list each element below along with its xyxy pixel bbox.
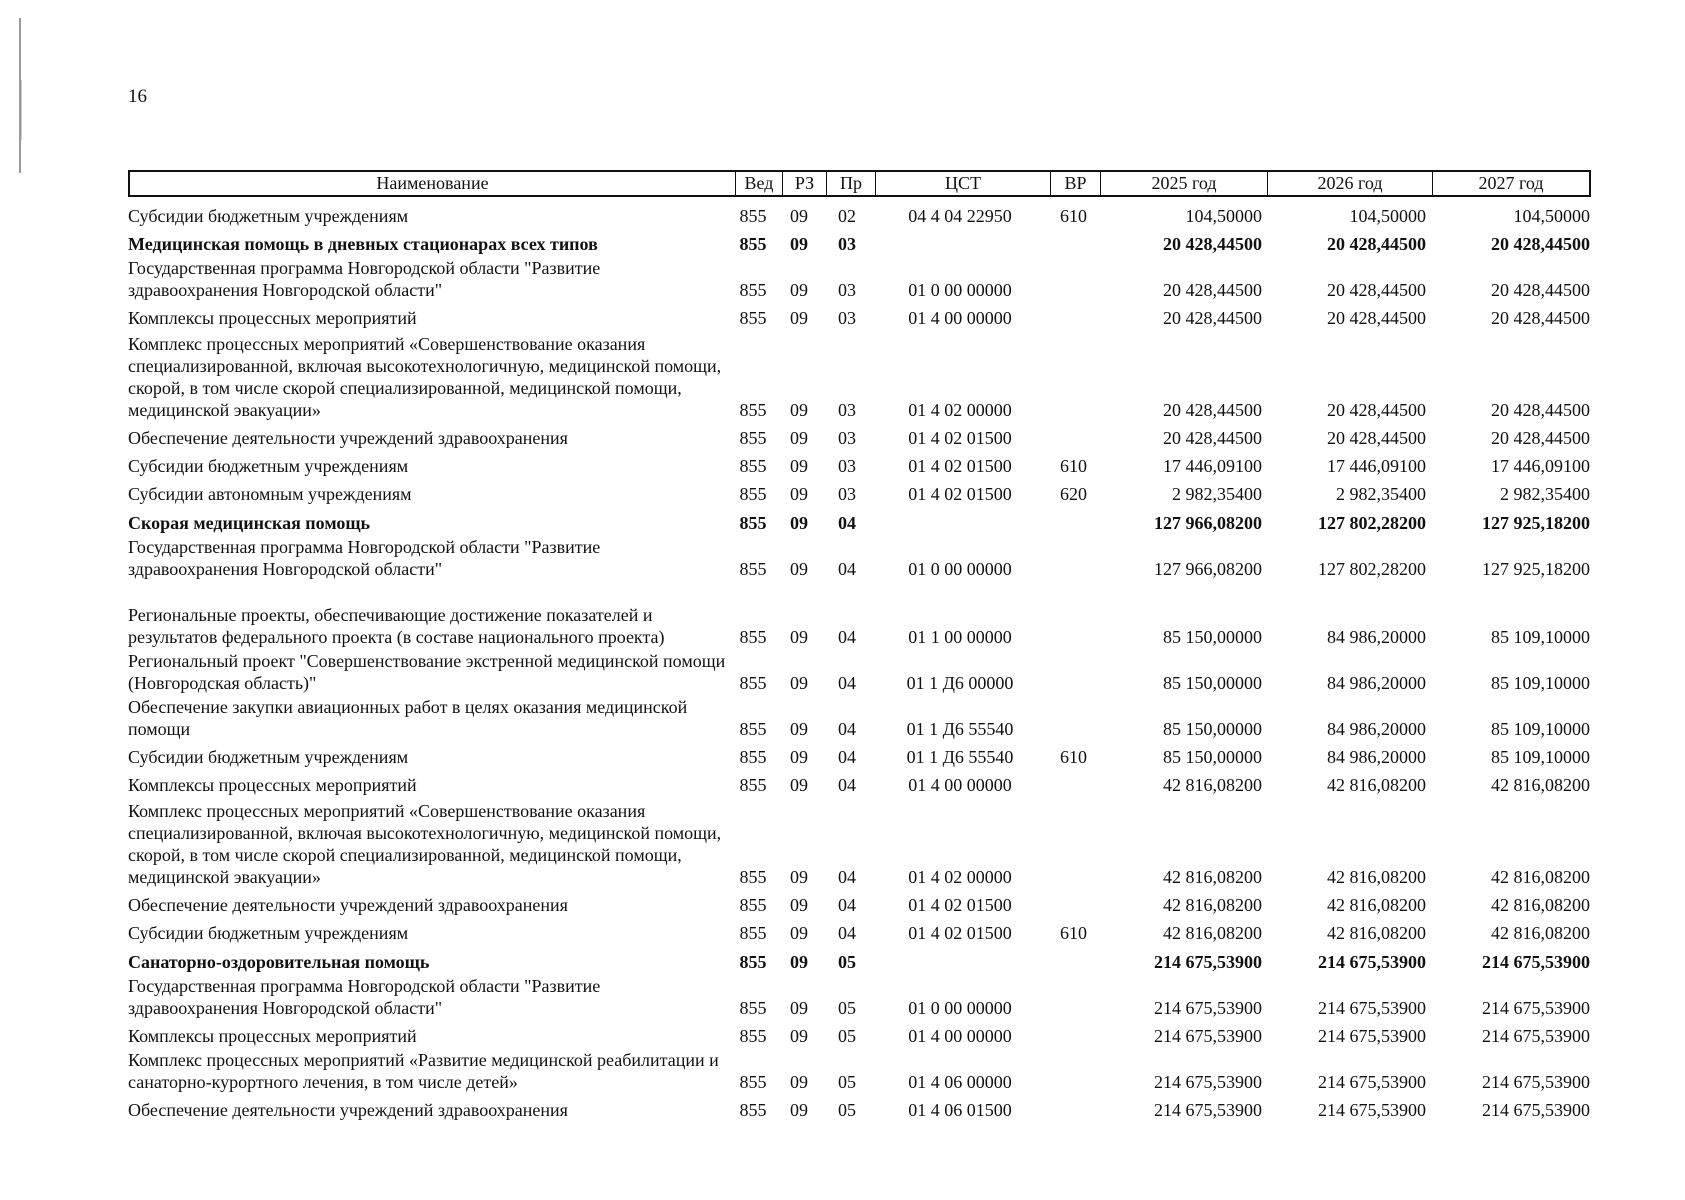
header-2027: 2027 год	[1432, 172, 1589, 195]
cell-y26: 42 816,08200	[1327, 867, 1426, 887]
cell-rz: 09	[790, 206, 808, 226]
cell-rz: 09	[790, 867, 808, 887]
cell-name: Региональные проекты, обеспечивающие достижение показателей и результатов федерального проекта (в составе национального проекта)	[128, 605, 665, 647]
cell-y25: 85 150,00000	[1163, 747, 1262, 767]
cell-y27: 104,50000	[1513, 206, 1590, 226]
cell-y26: 214 675,53900	[1318, 1072, 1426, 1092]
cell-name: Обеспечение закупки авиационных работ в целях оказания медицинской помощи	[128, 697, 688, 739]
cell-y26: 214 675,53900	[1318, 1100, 1426, 1120]
cell-rz: 09	[790, 747, 808, 767]
cell-pr: 03	[838, 280, 856, 300]
cell-rz: 09	[790, 895, 808, 915]
cell-y26: 84 986,20000	[1327, 673, 1426, 693]
cell-y27: 214 675,53900	[1482, 1072, 1590, 1092]
cell-cst: 01 4 00 00000	[908, 775, 1012, 795]
cell-cst: 01 4 02 01500	[908, 484, 1012, 504]
cell-ved: 855	[739, 923, 767, 943]
cell-ved: 855	[739, 559, 767, 579]
cell-y27: 2 982,35400	[1500, 484, 1590, 504]
header-vr: ВР	[1050, 172, 1100, 195]
cell-pr: 04	[838, 673, 856, 693]
cell-y27: 20 428,44500	[1491, 234, 1590, 254]
cell-y25: 85 150,00000	[1163, 673, 1262, 693]
cell-name: Медицинская помощь в дневных стационарах всех типов	[128, 234, 598, 254]
cell-name: Комплексы процессных мероприятий	[128, 775, 417, 795]
cell-vr: 620	[1060, 484, 1087, 504]
cell-cst: 01 1 00 00000	[908, 627, 1012, 647]
cell-name: Субсидии бюджетным учреждениям	[128, 206, 409, 226]
cell-pr: 05	[838, 1072, 856, 1092]
header-cst: ЦСТ	[875, 172, 1050, 195]
cell-y27: 17 446,09100	[1491, 456, 1590, 476]
cell-name: Субсидии автономным учреждениям	[128, 484, 412, 504]
cell-pr: 04	[838, 559, 856, 579]
cell-name: Скорая медицинская помощь	[128, 513, 371, 533]
cell-y27: 20 428,44500	[1491, 400, 1590, 420]
cell-rz: 09	[790, 484, 808, 504]
cell-rz: 09	[790, 673, 808, 693]
cell-rz: 09	[790, 1072, 808, 1092]
cell-y27: 42 816,08200	[1491, 867, 1590, 887]
cell-rz: 09	[790, 1100, 808, 1120]
cell-ved: 855	[739, 428, 767, 448]
cell-ved: 855	[739, 775, 767, 795]
cell-ved: 855	[739, 513, 767, 533]
cell-y26: 17 446,09100	[1327, 456, 1426, 476]
cell-name: Субсидии бюджетным учреждениям	[128, 747, 409, 767]
cell-y25: 20 428,44500	[1163, 280, 1262, 300]
cell-rz: 09	[790, 456, 808, 476]
cell-name: Государственная программа Новгородской области "Развитие здравоохранения Новгородской области"	[128, 537, 601, 579]
cell-y26: 214 675,53900	[1318, 1026, 1426, 1046]
cell-ved: 855	[739, 1026, 767, 1046]
cell-ved: 855	[739, 280, 767, 300]
cell-ved: 855	[739, 400, 767, 420]
cell-pr: 03	[838, 400, 856, 420]
cell-name: Субсидии бюджетным учреждениям	[128, 923, 409, 943]
cell-y26: 20 428,44500	[1327, 234, 1426, 254]
cell-y27: 214 675,53900	[1482, 998, 1590, 1018]
cell-y26: 127 802,28200	[1318, 559, 1426, 579]
page-number: 16	[128, 86, 147, 107]
cell-y25: 42 816,08200	[1163, 895, 1262, 915]
cell-name: Обеспечение деятельности учреждений здравоохранения	[128, 1100, 568, 1120]
cell-pr: 04	[838, 747, 856, 767]
cell-ved: 855	[739, 308, 767, 328]
cell-y25: 104,50000	[1185, 206, 1262, 226]
cell-y25: 214 675,53900	[1154, 998, 1262, 1018]
cell-y25: 20 428,44500	[1163, 234, 1262, 254]
cell-cst: 01 4 00 00000	[908, 1026, 1012, 1046]
cell-name: Региональный проект "Совершенствование экстренной медицинской помощи (Новгородская область)"	[128, 651, 726, 693]
cell-rz: 09	[790, 280, 808, 300]
cell-y26: 42 816,08200	[1327, 923, 1426, 943]
cell-cst: 01 1 Д6 00000	[906, 673, 1014, 693]
cell-name: Обеспечение деятельности учреждений здравоохранения	[128, 428, 568, 448]
cell-name: Комплекс процессных мероприятий «Совершенствование оказания специализированной, включая высокотехнологичную, медицинской помощи, скорой, в том числе скорой специализированной, медицинской помощи, медицинской эвакуации»	[128, 801, 722, 887]
cell-y26: 42 816,08200	[1327, 775, 1426, 795]
cell-y27: 85 109,10000	[1491, 673, 1590, 693]
cell-vr: 610	[1060, 206, 1087, 226]
cell-ved: 855	[739, 673, 767, 693]
cell-ved: 855	[739, 1100, 767, 1120]
cell-vr: 610	[1060, 923, 1087, 943]
cell-cst: 01 4 02 01500	[908, 923, 1012, 943]
cell-vr: 610	[1060, 747, 1087, 767]
header-pr: Пр	[826, 172, 875, 195]
cell-y25: 214 675,53900	[1154, 1026, 1262, 1046]
cell-ved: 855	[739, 867, 767, 887]
cell-pr: 03	[838, 456, 856, 476]
cell-cst: 01 1 Д6 55540	[906, 719, 1014, 739]
cell-ved: 855	[739, 895, 767, 915]
cell-y25: 42 816,08200	[1163, 867, 1262, 887]
cell-y26: 214 675,53900	[1318, 952, 1426, 972]
cell-y25: 127 966,08200	[1154, 513, 1262, 533]
cell-y25: 20 428,44500	[1163, 400, 1262, 420]
cell-rz: 09	[790, 308, 808, 328]
cell-y27: 85 109,10000	[1491, 627, 1590, 647]
cell-cst: 01 4 06 00000	[908, 1072, 1012, 1092]
cell-y26: 2 982,35400	[1336, 484, 1426, 504]
cell-cst: 01 4 02 01500	[908, 428, 1012, 448]
cell-y26: 20 428,44500	[1327, 428, 1426, 448]
cell-y25: 20 428,44500	[1163, 308, 1262, 328]
header-name: Наименование	[376, 173, 489, 193]
cell-ved: 855	[739, 952, 767, 972]
cell-cst: 01 4 02 00000	[908, 400, 1012, 420]
cell-y25: 85 150,00000	[1163, 627, 1262, 647]
cell-y26: 84 986,20000	[1327, 747, 1426, 767]
cell-pr: 03	[838, 234, 856, 254]
cell-name: Субсидии бюджетным учреждениям	[128, 456, 409, 476]
cell-rz: 09	[790, 1026, 808, 1046]
cell-rz: 09	[790, 775, 808, 795]
cell-y27: 42 816,08200	[1491, 895, 1590, 915]
cell-y27: 214 675,53900	[1482, 952, 1590, 972]
cell-y26: 214 675,53900	[1318, 998, 1426, 1018]
cell-cst: 01 4 00 00000	[908, 308, 1012, 328]
header-rz: РЗ	[782, 172, 826, 195]
cell-y26: 127 802,28200	[1318, 513, 1426, 533]
cell-y25: 85 150,00000	[1163, 719, 1262, 739]
cell-y26: 42 816,08200	[1327, 895, 1426, 915]
cell-ved: 855	[739, 627, 767, 647]
cell-y27: 20 428,44500	[1491, 428, 1590, 448]
cell-y26: 20 428,44500	[1327, 280, 1426, 300]
cell-y27: 214 675,53900	[1482, 1100, 1590, 1120]
cell-rz: 09	[790, 923, 808, 943]
cell-name: Обеспечение деятельности учреждений здравоохранения	[128, 895, 568, 915]
cell-name: Санаторно-оздоровительная помощь	[128, 952, 430, 972]
cell-pr: 05	[838, 1026, 856, 1046]
cell-y26: 84 986,20000	[1327, 627, 1426, 647]
cell-ved: 855	[739, 747, 767, 767]
cell-y27: 214 675,53900	[1482, 1026, 1590, 1046]
cell-ved: 855	[739, 206, 767, 226]
cell-pr: 03	[838, 484, 856, 504]
cell-y26: 20 428,44500	[1327, 308, 1426, 328]
cell-name: Комплексы процессных мероприятий	[128, 1026, 417, 1046]
cell-ved: 855	[739, 719, 767, 739]
cell-rz: 09	[790, 719, 808, 739]
cell-rz: 09	[790, 234, 808, 254]
cell-rz: 09	[790, 428, 808, 448]
cell-y25: 214 675,53900	[1154, 1100, 1262, 1120]
cell-cst: 01 0 00 00000	[908, 280, 1012, 300]
cell-y27: 42 816,08200	[1491, 775, 1590, 795]
header-2026: 2026 год	[1267, 172, 1432, 195]
cell-y26: 84 986,20000	[1327, 719, 1426, 739]
cell-cst: 01 4 02 00000	[908, 867, 1012, 887]
cell-y27: 85 109,10000	[1491, 747, 1590, 767]
cell-pr: 04	[838, 867, 856, 887]
cell-cst: 04 4 04 22950	[908, 206, 1012, 226]
cell-name: Государственная программа Новгородской области "Развитие здравоохранения Новгородской области"	[128, 258, 601, 300]
cell-y27: 85 109,10000	[1491, 719, 1590, 739]
cell-ved: 855	[739, 234, 767, 254]
cell-cst: 01 4 02 01500	[908, 895, 1012, 915]
cell-pr: 04	[838, 775, 856, 795]
cell-rz: 09	[790, 998, 808, 1018]
cell-ved: 855	[739, 484, 767, 504]
cell-name: Комплекс процессных мероприятий «Развитие медицинской реабилитации и санаторно-курортного лечения, в том числе детей»	[128, 1050, 719, 1092]
cell-rz: 09	[790, 627, 808, 647]
cell-rz: 09	[790, 952, 808, 972]
cell-y25: 214 675,53900	[1154, 952, 1262, 972]
cell-y25: 2 982,35400	[1172, 484, 1262, 504]
cell-y25: 20 428,44500	[1163, 428, 1262, 448]
cell-pr: 05	[838, 998, 856, 1018]
cell-name: Государственная программа Новгородской области "Развитие здравоохранения Новгородской области"	[128, 976, 601, 1018]
cell-cst: 01 0 00 00000	[908, 559, 1012, 579]
cell-pr: 04	[838, 895, 856, 915]
cell-ved: 855	[739, 456, 767, 476]
cell-name: Комплексы процессных мероприятий	[128, 308, 417, 328]
cell-ved: 855	[739, 998, 767, 1018]
cell-vr: 610	[1060, 456, 1087, 476]
cell-rz: 09	[790, 513, 808, 533]
cell-rz: 09	[790, 559, 808, 579]
cell-ved: 855	[739, 1072, 767, 1092]
cell-cst: 01 0 00 00000	[908, 998, 1012, 1018]
cell-rz: 09	[790, 400, 808, 420]
header-ved: Вед	[735, 172, 782, 195]
cell-y25: 214 675,53900	[1154, 1072, 1262, 1092]
cell-pr: 04	[838, 923, 856, 943]
cell-y25: 17 446,09100	[1163, 456, 1262, 476]
cell-pr: 04	[838, 513, 856, 533]
header-2025: 2025 год	[1100, 172, 1267, 195]
cell-y27: 127 925,18200	[1482, 513, 1590, 533]
cell-cst: 01 1 Д6 55540	[906, 747, 1014, 767]
cell-pr: 05	[838, 952, 856, 972]
cell-pr: 04	[838, 627, 856, 647]
cell-y26: 104,50000	[1349, 206, 1426, 226]
cell-y25: 42 816,08200	[1163, 775, 1262, 795]
cell-y27: 20 428,44500	[1491, 308, 1590, 328]
cell-pr: 05	[838, 1100, 856, 1120]
cell-y27: 42 816,08200	[1491, 923, 1590, 943]
cell-y27: 20 428,44500	[1491, 280, 1590, 300]
cell-pr: 02	[838, 206, 856, 226]
cell-pr: 04	[838, 719, 856, 739]
cell-pr: 03	[838, 308, 856, 328]
cell-y25: 127 966,08200	[1154, 559, 1262, 579]
cell-y26: 20 428,44500	[1327, 400, 1426, 420]
cell-pr: 03	[838, 428, 856, 448]
cell-y25: 42 816,08200	[1163, 923, 1262, 943]
cell-name: Комплекс процессных мероприятий «Совершенствование оказания специализированной, включая высокотехнологичную, медицинской помощи, скорой, в том числе скорой специализированной, медицинской помощи, медицинской эвакуации»	[128, 334, 722, 420]
cell-cst: 01 4 02 01500	[908, 456, 1012, 476]
cell-cst: 01 4 06 01500	[908, 1100, 1012, 1120]
cell-y27: 127 925,18200	[1482, 559, 1590, 579]
